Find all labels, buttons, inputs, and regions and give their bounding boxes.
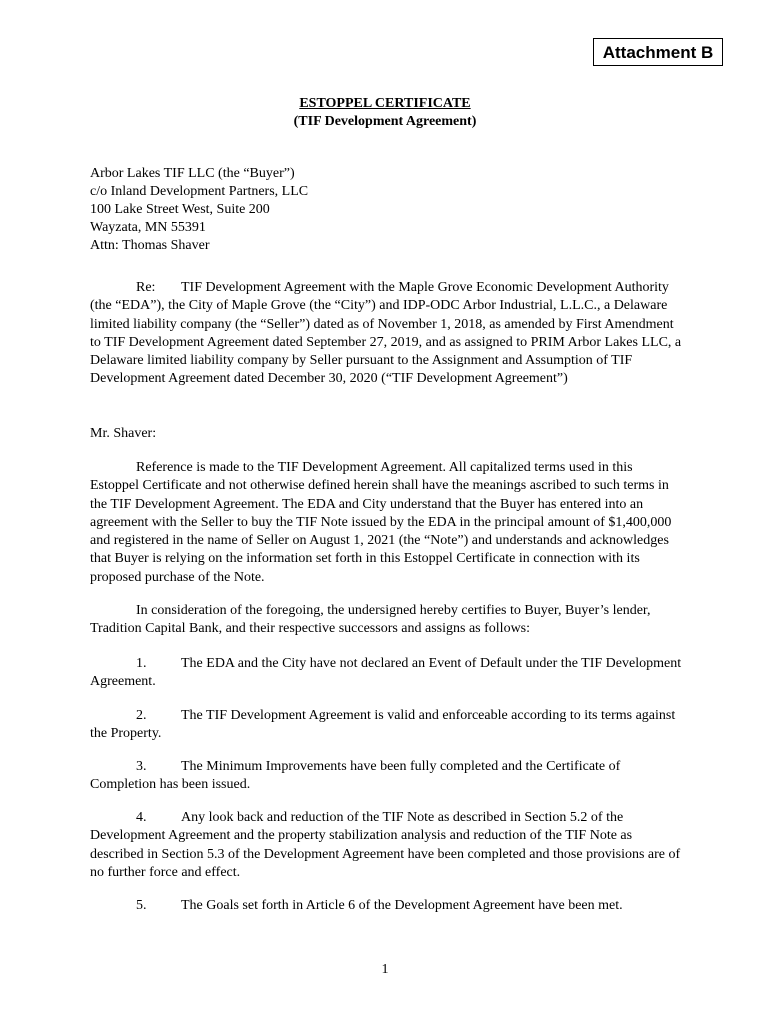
item-text: The Goals set forth in Article 6 of the Development Agreement have been met. bbox=[181, 898, 623, 913]
re-label: Re: bbox=[136, 280, 156, 295]
item-text: Any look back and reduction of the TIF Note as described in Section 5.2 of the Development Agreement and the property stabilization analysis and reduction of the TIF Note as described in Section 5.3 of the Development Agreement have been completed and those provisions are of no further force and effect. bbox=[90, 810, 681, 880]
address-line: c/o Inland Development Partners, LLC bbox=[90, 184, 309, 199]
item-text: The TIF Development Agreement is valid and enforceable according to its terms against the Property. bbox=[90, 708, 676, 742]
numbered-item bbox=[90, 655, 685, 692]
item-number: 5. bbox=[136, 898, 147, 913]
page-number: 1 bbox=[381, 962, 389, 977]
numbered-item bbox=[90, 897, 685, 915]
document-title: ESTOPPEL CERTIFICATE bbox=[299, 96, 471, 111]
numbered-item bbox=[90, 758, 685, 795]
re-paragraph bbox=[90, 279, 685, 389]
address-line: Wayzata, MN 55391 bbox=[90, 220, 206, 235]
address-line: Arbor Lakes TIF LLC (the “Buyer”) bbox=[90, 166, 295, 181]
paragraph-reference: Reference is made to the TIF Development Agreement. All capitalized terms used in this Estoppel Certificate and not otherwise defined herein shall have the meanings ascribed to such terms in the TIF Development Agreement. The EDA and City understand that the Buyer has entered into an agreement with the Seller to buy the TIF Note issued by the EDA in the principal amount of $1,400,000 and registered in the name of Seller on August 1, 2021 (the “Note”) and understands and acknowledges that Buyer is relying on the information set forth in this Estoppel Certificate in connection with its proposed purchase of the Note. bbox=[90, 460, 672, 585]
document-subtitle: (TIF Development Agreement) bbox=[293, 114, 477, 129]
attachment-label: Attachment B bbox=[593, 38, 723, 66]
re-text: TIF Development Agreement with the Maple Grove Economic Development Authority (the “EDA”), the City of Maple Grove (the “City”) and IDP-ODC Arbor Industrial, L.L.C., a Delaware limited liability company (the “Seller”) dated as of November 1, 2018, as amended by First Amendment to TIF Development Agreement dated September 27, 2019, and as assigned to PRIM Arbor Lakes LLC, a Delaware limited liability company by Seller pursuant to the Assignment and Assumption of TIF Development Agreement dated December 30, 2020 (“TIF Development Agreement”) bbox=[90, 280, 682, 387]
address-line: Attn: Thomas Shaver bbox=[90, 238, 210, 253]
salutation: Mr. Shaver: bbox=[90, 426, 157, 441]
item-number: 4. bbox=[136, 810, 147, 825]
item-number: 1. bbox=[136, 656, 147, 671]
item-number: 3. bbox=[136, 759, 147, 774]
numbered-item bbox=[90, 809, 685, 882]
item-number: 2. bbox=[136, 708, 147, 723]
item-text: The EDA and the City have not declared an Event of Default under the TIF Development Agreement. bbox=[90, 656, 682, 690]
address-line: 100 Lake Street West, Suite 200 bbox=[90, 202, 270, 217]
paragraph-consideration: In consideration of the foregoing, the undersigned hereby certifies to Buyer, Buyer’s lender, Tradition Capital Bank, and their respective successors and assigns as follows: bbox=[90, 603, 651, 637]
numbered-item bbox=[90, 707, 685, 744]
item-text: The Minimum Improvements have been fully completed and the Certificate of Completion has been issued. bbox=[90, 759, 621, 793]
